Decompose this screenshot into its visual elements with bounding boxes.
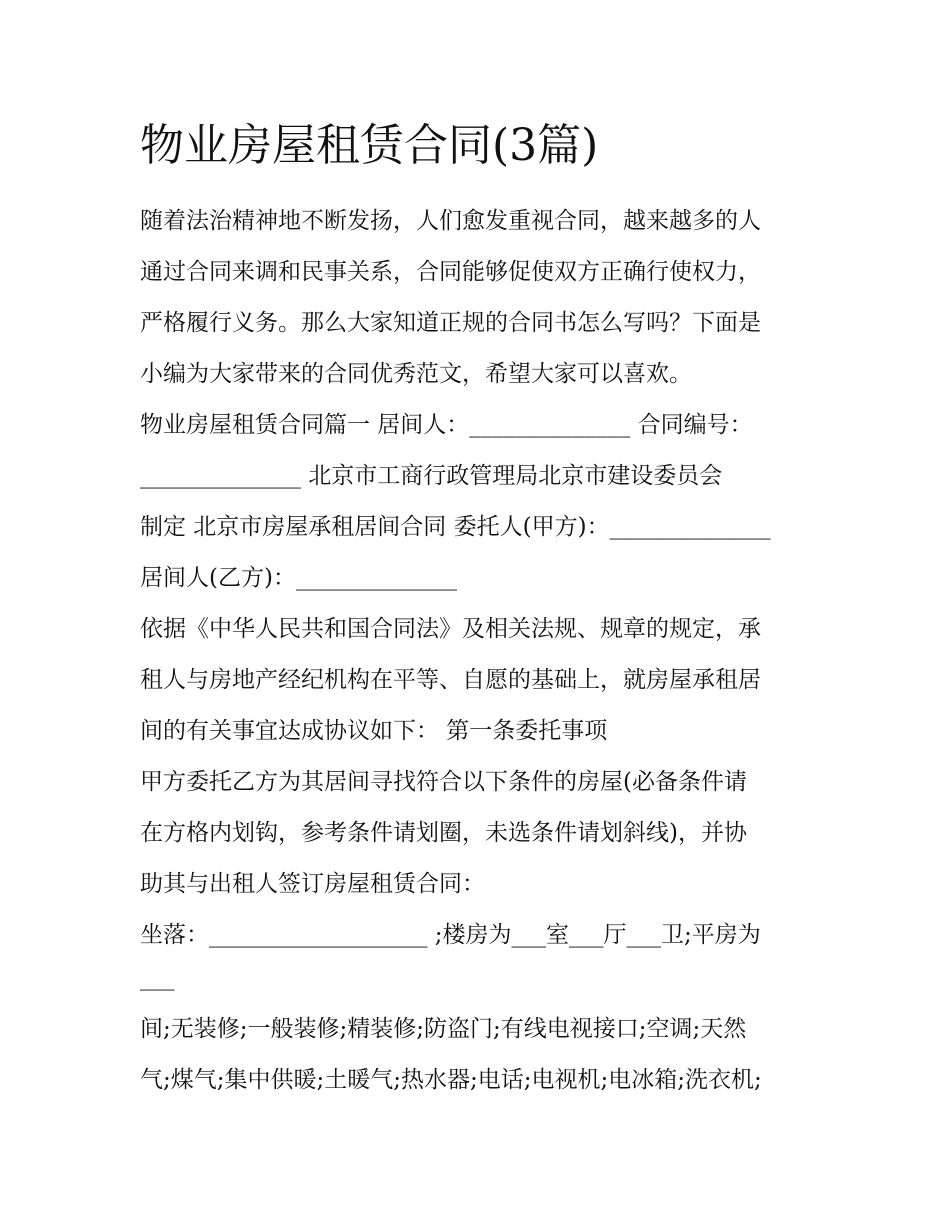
body-line: 通过合同来调和民事关系，合同能够促使双方正确行使权力， [140, 259, 761, 285]
body-line: 依据《中华人民共和国合同法》及相关法规、规章的规定，承 [140, 616, 761, 642]
body-line: 在方格内划钩，参考条件请划圈，未选条件请划斜线)，并协 [140, 820, 747, 846]
body-line: 助其与出租人签订房屋租赁合同： [140, 871, 485, 897]
body-line: 小编为大家带来的合同优秀范文，希望大家可以喜欢。 [140, 361, 692, 387]
document-title: 物业房屋租赁合同(3篇) [140, 120, 599, 171]
body-line: 间的有关事宜达成协议如下： 第一条委托事项 [140, 718, 608, 744]
body-line: ______________ 北京市工商行政管理局北京市建设委员会 [140, 463, 723, 489]
body-line: 甲方委托乙方为其居间寻找符合以下条件的房屋(必备条件请 [140, 769, 747, 795]
body-line: 租人与房地产经纪机构在平等、自愿的基础上，就房屋承租居 [140, 667, 761, 693]
body-line: 坐落：___________________ ;楼房为___室___厅___卫;平房为 [140, 922, 761, 948]
body-line: 居间人(乙方)：______________ [140, 565, 457, 591]
body-line: 间;无装修;一般装修;精装修;防盗门;有线电视接口;空调;天然 [140, 1016, 747, 1042]
body-line: 物业房屋租赁合同篇一 居间人：______________ 合同编号： [140, 412, 753, 438]
body-line: 随着法治精神地不断发扬，人们愈发重视合同，越来越多的人 [140, 208, 761, 234]
body-line: 制定 北京市房屋承租居间合同 委托人(甲方)：______________ [140, 514, 771, 540]
body-line: 气;煤气;集中供暖;土暖气;热水器;电话;电视机;电冰箱;洗衣机; [140, 1067, 762, 1093]
body-line: ___ [140, 965, 175, 991]
body-line: 严格履行义务。那么大家知道正规的合同书怎么写吗？下面是 [140, 310, 761, 336]
